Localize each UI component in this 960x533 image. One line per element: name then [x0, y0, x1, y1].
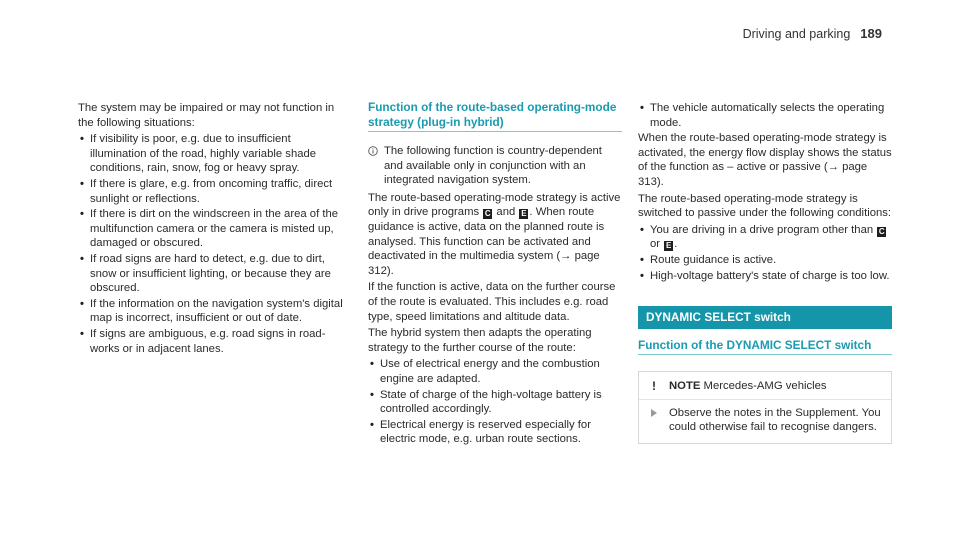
list-item: • If road signs are hard to detect, e.g. due to dirt, snow or insufficient lighting, or because they are obscured. — [78, 252, 348, 296]
paragraph-status — [638, 131, 892, 189]
text-segment: and — [496, 206, 516, 219]
list-item: • Route guidance is active. — [638, 253, 892, 268]
list-item: • If signs are ambiguous, e.g. road signs in road-works or in adjacent lanes. — [78, 327, 348, 356]
note-title: Mercedes-AMG vehicles — [703, 380, 827, 393]
info-note — [368, 144, 622, 188]
info-icon — [368, 146, 378, 156]
column-right — [638, 101, 892, 444]
list-item: • Electrical energy is reserved especially for electric mode, e.g. urban route sections. — [368, 418, 622, 447]
page-header — [743, 26, 882, 41]
drive-program-c-icon: C — [878, 226, 885, 236]
list-item: • If there is glare, e.g. from oncoming traffic, direct sunlight or reflections. — [78, 177, 348, 206]
page-reference: page 313). — [638, 161, 868, 188]
section-band: DYNAMIC SELECT switch — [638, 306, 892, 329]
list-item — [638, 223, 892, 252]
arrow-icon: → — [827, 161, 839, 174]
page-number: 189 — [860, 26, 882, 41]
strategy-list — [368, 357, 622, 447]
note-label: NOTE — [669, 380, 701, 393]
note-box — [638, 371, 892, 444]
section-subheading: Function of the DYNAMIC SELECT switch — [638, 338, 892, 356]
list-item: • High-voltage battery's state of charge is too low. — [638, 269, 892, 284]
list-item: • If there is dirt on the windscreen in the area of the multifunction camera or the camera is misted up, damaged or obscured. — [78, 207, 348, 251]
text-segment: . — [674, 238, 678, 251]
action-arrow-icon — [649, 408, 659, 418]
paragraph-strategy: The hybrid system then adapts the operating strategy to the further course of the route: — [368, 327, 592, 354]
drive-program-e-icon: E — [521, 209, 527, 219]
drive-program-c-icon: C — [484, 209, 491, 219]
text-segment: The route-based operating-mode strategy is active only in drive programs — [368, 191, 621, 219]
arrow-icon: → — [560, 250, 572, 263]
mode-list — [638, 101, 892, 130]
list-item: • Use of electrical energy and the combustion engine are adapted. — [368, 357, 622, 386]
page-reference: page 312). — [368, 250, 600, 277]
note-text: Observe the notes in the Supplement. You could otherwise fail to recognise dangers. — [669, 406, 881, 434]
conditions-list — [638, 223, 892, 283]
note-body — [639, 399, 891, 443]
exclamation-icon: ! — [652, 379, 656, 394]
paragraph-activation — [368, 191, 622, 279]
list-item: • If the information on the navigation system's digital map is incorrect, insufficient or out of date. — [78, 297, 348, 326]
section-title: Driving and parking — [742, 27, 851, 41]
list-item: • If visibility is poor, e.g. due to insufficient illumination of the road, highly variable shade conditions, rain, snow, fog or heavy spray. — [78, 132, 348, 176]
paragraph-conditions: The route-based operating-mode strategy is switched to passive under the following conditions: — [638, 192, 892, 220]
text-segment: When the route-based operating-mode strategy is activated, the energy flow display shows the status of the function as – active or passive ( — [638, 132, 892, 174]
note-header — [639, 372, 891, 399]
text-segment: or — [650, 238, 661, 251]
intro-text: The system may be impaired or may not function in the following situations: — [78, 102, 335, 129]
paragraph-evaluation: If the function is active, data on the further course of the route is evaluated. This includes e.g. road type, speed limitations and altitude data. — [368, 281, 616, 323]
text-segment: You are driving in a drive program other than — [650, 223, 874, 236]
info-text: The following function is country-dependent and available only in conjunction with an integrated navigation system. — [384, 145, 602, 187]
text-segment: . When route guidance is active, data on the planned route is analysed. This function can be activated and deactivated in the multimedia system ( — [368, 206, 605, 263]
section-heading: Function of the route-based operating-mode strategy (plug-in hybrid) — [368, 100, 622, 132]
note-title-line — [669, 379, 827, 394]
list-item: • The vehicle automatically selects the operating mode. — [638, 101, 892, 130]
column-middle — [368, 100, 622, 448]
list-item: • State of charge of the high-voltage battery is controlled accordingly. — [368, 388, 622, 417]
limitations-list — [78, 132, 348, 356]
drive-program-e-icon: E — [666, 241, 672, 251]
column-left — [78, 101, 348, 357]
